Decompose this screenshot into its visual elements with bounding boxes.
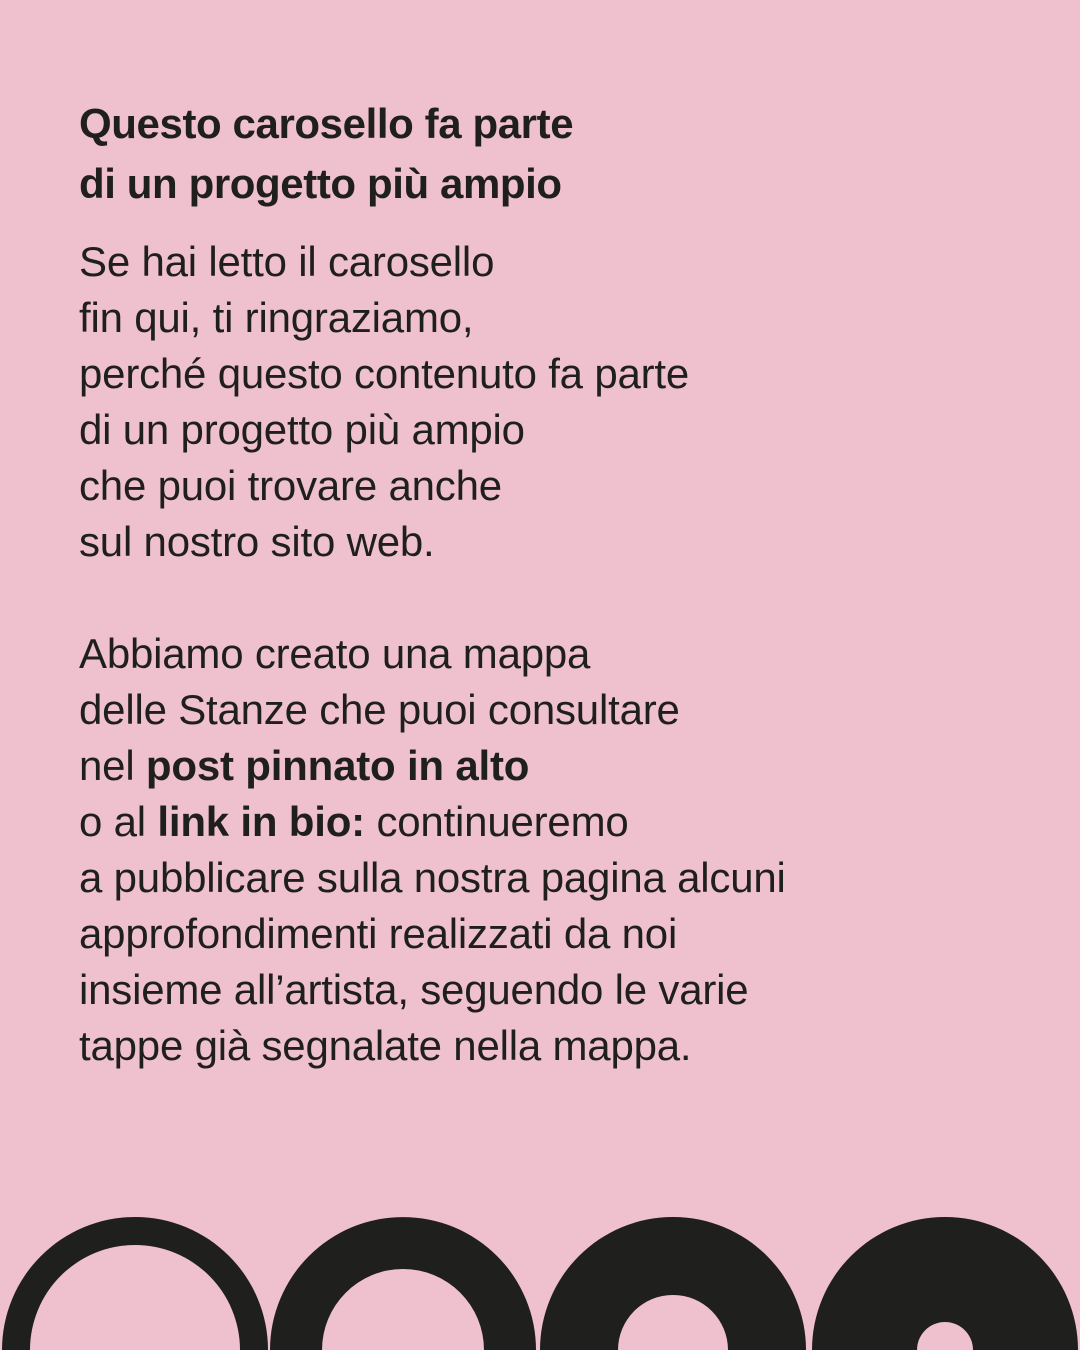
title-line-1: Questo carosello fa parte bbox=[79, 100, 574, 147]
intro-line: Se hai letto il carosello bbox=[79, 238, 495, 285]
ring-4-icon bbox=[812, 1217, 1078, 1350]
ring-3-icon bbox=[540, 1217, 806, 1350]
progressive-rings-icon bbox=[0, 1200, 1080, 1350]
intro-line: fin qui, ti ringraziamo, bbox=[79, 294, 474, 341]
map-line-text: o al bbox=[79, 798, 158, 845]
map-line: delle Stanze che puoi consultare bbox=[79, 686, 680, 733]
intro-line: che puoi trovare anche bbox=[79, 462, 502, 509]
map-line: insieme all’artista, seguendo le varie bbox=[79, 966, 749, 1013]
title-line-2: di un progetto più ampio bbox=[79, 160, 562, 207]
map-line: tappe già segnalate nella mappa. bbox=[79, 1022, 692, 1069]
intro-paragraph bbox=[79, 234, 1039, 570]
ring-1-icon bbox=[2, 1217, 268, 1350]
intro-line: perché questo contenuto fa parte bbox=[79, 350, 690, 397]
intro-line: sul nostro sito web. bbox=[79, 518, 435, 565]
map-line-text: nel bbox=[79, 742, 146, 789]
intro-line: di un progetto più ampio bbox=[79, 406, 525, 453]
pinned-post-emphasis: post pinnato in alto bbox=[145, 742, 530, 789]
ring-2-icon bbox=[270, 1217, 536, 1350]
post-content bbox=[79, 94, 1039, 1074]
map-paragraph bbox=[79, 626, 1039, 1074]
map-line-text: continueremo bbox=[364, 798, 629, 845]
link-in-bio-emphasis: link in bio: bbox=[157, 798, 365, 845]
map-line: Abbiamo creato una mappa bbox=[79, 630, 591, 677]
map-line: approfondimenti realizzati da noi bbox=[79, 910, 678, 957]
map-line: a pubblicare sulla nostra pagina alcuni bbox=[79, 854, 786, 901]
post-title bbox=[79, 94, 1039, 214]
map-line bbox=[79, 738, 1039, 794]
map-line bbox=[79, 794, 1039, 850]
